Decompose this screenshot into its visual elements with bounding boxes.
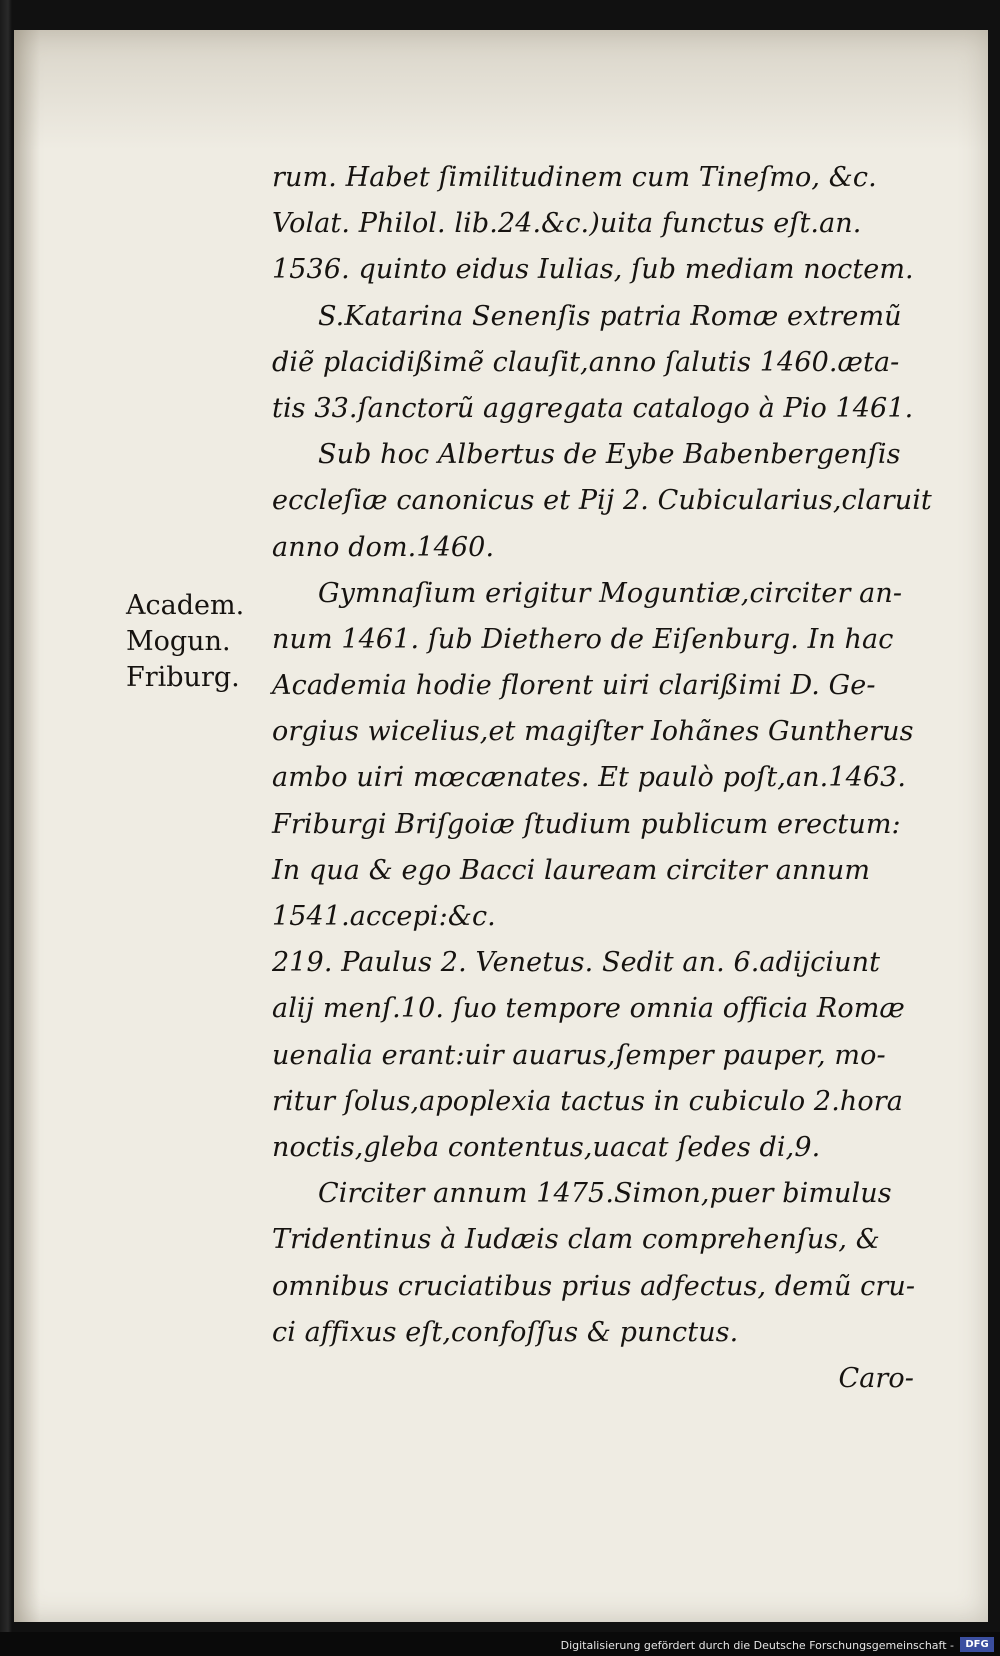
text-line: 1536. quinto eidus Iulias, ſub mediam noctem. (272, 254, 914, 286)
margin-note-line: Mogun. (126, 626, 231, 657)
main-text (272, 155, 934, 1402)
catchword: Caro- (838, 1362, 914, 1394)
text-line: Gymnaſium erigitur Moguntiæ,circiter an- (318, 577, 903, 609)
margin-note (126, 588, 266, 696)
text-line: eccleſiæ canonicus et Pij 2. Cubicularius,claruit (272, 485, 932, 517)
text-line: Tridentinus à Iudæis clam comprehenſus, & (272, 1224, 880, 1256)
footer-credit: Digitalisierung gefördert durch die Deutsche Forschungsgemeinschaft - (560, 1639, 954, 1652)
text-line: tis 33.ſanctorũ aggregata catalogo à Pio 1461. (272, 392, 914, 424)
text-line: Circiter annum 1475.Simon,puer bimulus (318, 1178, 892, 1210)
text-line: omnibus cruciatibus prius adfectus, demũ cru- (272, 1270, 916, 1302)
dfg-logo: DFG (960, 1637, 994, 1652)
margin-note-line: Academ. (126, 590, 245, 621)
text-line: ambo uiri mœcænates. Et paulò poſt,an.1463. (272, 762, 907, 794)
text-line: num 1461. ſub Diethero de Eiſenburg. In hac (272, 623, 894, 655)
margin-note-line: Friburg. (126, 662, 240, 693)
text-line: S.Katarina Senenſis patria Romæ extremũ (318, 300, 902, 332)
text-line: diẽ placidißimẽ clauſit,anno ſalutis 1460.æta- (272, 346, 900, 378)
text-line: anno dom.1460. (272, 531, 495, 563)
text-line: Sub hoc Albertus de Eybe Babenbergenſis (318, 439, 901, 471)
text-line: Academia hodie florent uiri clarißimi D. Ge- (272, 670, 876, 702)
text-line: Friburgi Briſgoiæ ſtudium publicum erectum: (272, 808, 901, 840)
text-line: 1541.accepi:&c. (272, 901, 496, 932)
text-line: ritur ſolus,apoplexia tactus in cubiculo 2.hora (272, 1085, 903, 1117)
footer-bar (0, 1632, 1000, 1656)
text-line: ci affixus eſt,confoſſus & punctus. (272, 1316, 739, 1348)
text-line: 219. Paulus 2. Venetus. Sedit an. 6.adijciunt (272, 947, 881, 979)
text-line: uenalia erant:uir auarus,ſemper pauper, mo- (272, 1039, 886, 1071)
text-line: In qua & ego Bacci lauream circiter annum (272, 854, 871, 886)
page-gutter-shadow (14, 30, 40, 1622)
page-top-shade (14, 30, 988, 150)
text-line: rum. Habet ſimilitudinem cum Tineſmo, &c. (272, 162, 877, 193)
text-line: Volat. Philol. lib.24.&c.)uita functus eſt.an. (272, 208, 862, 240)
text-line: alij menſ.10. ſuo tempore omnia officia Romæ (272, 993, 905, 1025)
text-line: noctis,gleba contentus,uacat ſedes di,9. (272, 1131, 821, 1163)
text-line: orgius wicelius,et magiſter Iohãnes Guntherus (272, 716, 914, 748)
